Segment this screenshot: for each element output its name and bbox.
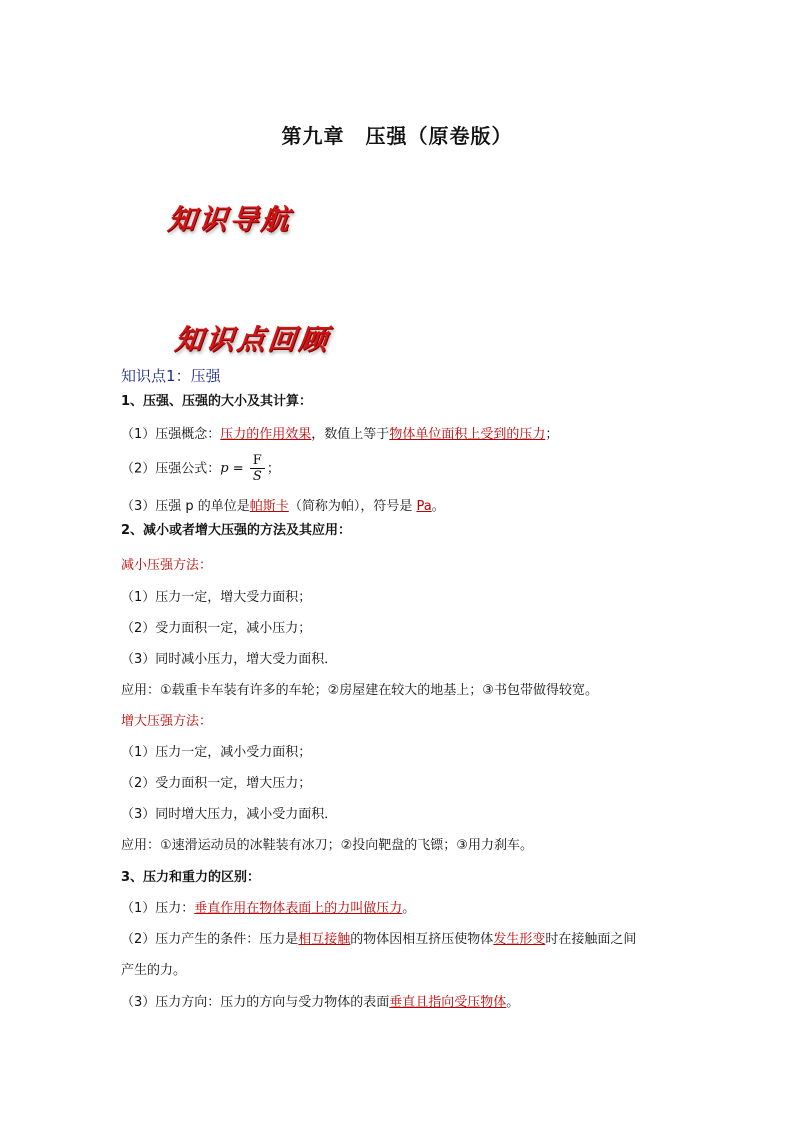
section-heading-1: 1、压强、压强的大小及其计算： — [121, 394, 313, 409]
highlight-phrase: Pa — [416, 499, 432, 514]
kp-number: 1 — [166, 367, 176, 385]
text-segment: （简称为帕），符号是 — [288, 499, 417, 514]
force-condition-line — [121, 931, 636, 949]
pressure-unit-line — [121, 498, 445, 516]
text-segment: （1）压强概念： — [121, 427, 221, 442]
text-segment: （2）压力产生的条件：压力是 — [121, 932, 299, 947]
section-heading-3: 3、压力和重力的区别： — [121, 870, 261, 885]
force-condition-line-continued: 产生的力。 — [121, 963, 187, 978]
knowledge-navigation-banner: 知识导航 — [166, 203, 294, 236]
application-line: 应用：①载重卡车装有许多的车轮；②房屋建在较大的地基上；③书包带做得较宽。 — [121, 683, 598, 698]
list-item: （1）压力一定，增大受力面积； — [121, 590, 312, 605]
knowledge-point-heading — [121, 367, 221, 385]
list-item: （3）同时增大压力，减小受力面积． — [121, 807, 338, 822]
text-segment: （3）压力方向：压力的方向与受力物体的表面 — [121, 995, 390, 1010]
highlight-phrase: 帕斯卡 — [249, 499, 289, 514]
highlight-phrase: 垂直作用在物体表面上的力叫做压力 — [194, 901, 403, 916]
text-segment: 。 — [506, 995, 520, 1010]
list-item: （2）受力面积一定，增大压力； — [121, 776, 312, 791]
highlight-phrase: 压力的作用效果 — [220, 427, 312, 442]
text-segment: （3）压强 p 的单位是 — [121, 499, 250, 514]
force-direction-line — [121, 994, 519, 1012]
fraction-denominator: S — [252, 469, 262, 484]
kp-name: 压强 — [190, 367, 221, 385]
equals-sign: = — [228, 461, 248, 477]
knowledge-review-banner: 知识点回顾 — [173, 323, 332, 356]
text-segment: 时在接触面之间 — [545, 932, 637, 947]
application-line: 应用：①速滑运动员的冰鞋装有冰刀；②投向靶盘的飞镖；③用力刹车。 — [121, 838, 533, 853]
list-item: （2）受力面积一定，减小压力； — [121, 621, 312, 636]
increase-pressure-heading: 增大压强方法： — [121, 714, 213, 729]
text-segment: ，数值上等于 — [311, 427, 390, 442]
text-segment: 。 — [431, 499, 445, 514]
force-definition-line — [121, 900, 415, 918]
text-segment: （2）压强公式： — [121, 461, 221, 477]
page-title: 第九章 压强（原卷版） — [281, 124, 513, 148]
section-heading-2: 2、减小或者增大压强的方法及其应用： — [121, 523, 352, 538]
text-segment: ； — [545, 427, 559, 442]
highlight-phrase: 垂直且指向受压物体 — [389, 995, 507, 1010]
fraction-numerator: F — [250, 453, 265, 469]
highlight-phrase: 相互接触 — [298, 932, 351, 947]
reduce-pressure-heading: 减小压强方法： — [121, 558, 213, 573]
kp-colon: ： — [175, 367, 191, 385]
text-segment: （1）压力： — [121, 901, 195, 916]
list-item: （1）压力一定，减小受力面积； — [121, 745, 312, 760]
pressure-concept-line — [121, 426, 558, 444]
pressure-formula-line — [121, 452, 280, 487]
highlight-phrase: 物体单位面积上受到的压力 — [389, 427, 546, 442]
text-segment: 的物体因相互挤压使物体 — [350, 932, 494, 947]
text-segment: 。 — [402, 901, 416, 916]
fraction — [250, 453, 265, 485]
formula-p: p — [220, 461, 229, 476]
highlight-phrase: 发生形变 — [493, 932, 546, 947]
kp-prefix: 知识点 — [121, 367, 167, 385]
text-segment: ； — [266, 461, 280, 477]
list-item: （3）同时减小压力，增大受力面积． — [121, 652, 338, 667]
